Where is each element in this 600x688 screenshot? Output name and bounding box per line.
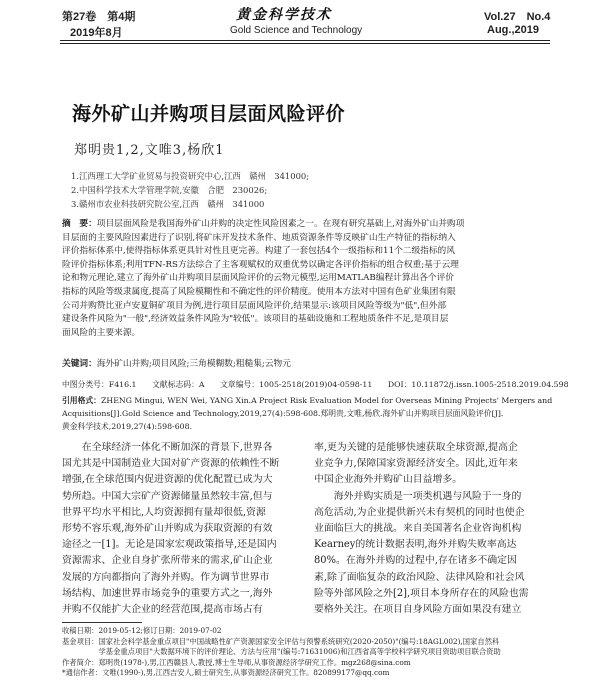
abstract	[62, 218, 550, 340]
citation	[62, 395, 552, 406]
date-cn: 2019年8月	[70, 27, 123, 39]
abstract-line: 公司并购赞比亚卢安夏铜矿项目为例,进行项目层面风险评价,结果显示:该项目风险等级为"低",但外部	[62, 300, 447, 311]
citation-line: ZHENG Mingui, WEN Wei, YANG Xin.A Project Risk Evaluation Model for Overseas Mining Projects' Mergers and	[100, 396, 553, 405]
affiliation-2: 2.中国科学技术大学管理学院,安徽 合肥 230026;	[71, 185, 268, 195]
article-title: 海外矿山并购项目层面风险评价	[72, 103, 346, 125]
abstract-label: 摘 要：	[62, 219, 97, 229]
body-line: 业竞争力,保障国家资源经济安全。因此,近年来	[314, 458, 518, 470]
volume-issue-cn: 第27卷 第4期	[62, 11, 136, 23]
abstract-line: 评价指标体系中,使得指标体系更具针对性且更完善。构建了一套包括4个一级指标和11个二级指标的风	[62, 246, 455, 257]
abstract-line: 建设条件风险为"一般",经济效益条件风险为"较低"。该项目的基础设施和工程地质条件不足,是项目层	[62, 314, 449, 325]
keywords-text: 海外矿山并购;项目风险;三角模糊数;粗糙集;云物元	[96, 359, 291, 369]
journal-title-cn: 黄金科学技术	[236, 7, 332, 23]
body-line: Kearney的统计数据表明,海外并购失败率高达	[314, 539, 517, 551]
body-line: 资源需求、企业自身扩张所带来的需求,矿山企业	[62, 555, 273, 567]
footnote-received: 收稿日期：2019-05-12;修订日期：2019-07-02	[62, 626, 222, 635]
footnote-funding-cont: 学基金重点项目"大数据环境下的评价理论、方法与应用"(编号:71631006)和江西省高等学校科学研究项目资助项目联合资助	[62, 647, 501, 657]
classification-line: 中图分类号：F416.1 文献标志码：A 文章编号：1005-2518(2019)04-0598-11 DOI：10.11872/j.issn.1005-2518.2019.04.598	[62, 380, 569, 389]
body-right-column	[314, 440, 554, 618]
body-line: 场结构、加速世界市场竞争的重要方式之一,海外	[62, 587, 273, 599]
footnote-corresponding: *通信作者：文唯(1990-),男,江西吉安人,硕士研究生,从事资源经济研究工作。820899177@qq.com	[62, 668, 390, 678]
abstract-line: 面风险的主要来源。	[62, 327, 141, 338]
affiliation-1: 1.江西理工大学矿业贸易与投资研究中心,江西 赣州 341000;	[71, 171, 310, 181]
body-line: 在全球经济一体化不断加深的背景下,世界各	[62, 442, 273, 453]
header-rule	[60, 40, 550, 41]
affiliation-3: 3.赣州市农业科技研究院公室,江西 赣州 341000	[71, 199, 265, 209]
abstract-line: 论和物元理论,建立了海外矿山并购项目层面风险评价的云物元模型,运用MATLAB编程计算出各个评价	[62, 273, 454, 284]
footnotes	[62, 626, 501, 679]
citation-label: 引用格式：	[62, 396, 101, 405]
footnote-author-bio: 作者简介：郑明贵(1978-),男,江西赣县人,教授,博士生导师,从事资源经济学研究工作。mgz268@sina.com	[62, 657, 411, 667]
body-line: 险等外部风险之外[2],项目本身所存在的风险也需	[314, 587, 529, 599]
article-authors: 郑明贵1,2,文唯3,杨欣1	[74, 143, 225, 158]
body-line: 要格外关注。在项目自身风险方面如果没有建立	[314, 604, 522, 616]
volume-issue-en: Vol.27 No.4	[484, 11, 551, 23]
abstract-line: 目层面的主要风险因素进行了识别,将矿床开发技术条件、地质资源条件等反映矿山生产特征的指标纳入	[62, 232, 456, 243]
body-line: 形势不容乐观,海外矿山并购成为获取资源的有效	[62, 523, 273, 535]
citation-line: 黄金科学技术,2019,27(4):598-608.	[62, 422, 193, 431]
abstract-line: 项目层面风险是我国海外矿山并购的决定性风险因素之一。在现有研究基础上,对海外矿山并购项	[96, 219, 465, 229]
body-line: 素,除了面临复杂的政治风险、法律风险和社会风	[314, 571, 525, 583]
keywords-label: 关键词：	[62, 359, 97, 369]
body-line: 途径之一[1]。无论是国家宏观政策指导,还是国内	[62, 539, 277, 551]
body-line: 国尤其是中国制造业大国对矿产资源的依赖性不断	[62, 458, 280, 470]
body-line: 率,更为关键的是能够快速获取全球资源,提高企	[314, 442, 518, 453]
abstract-line: 指标的风险等级隶属度,提高了风险模糊性和不确定性的评价精度。使用本方法对中国有色矿业集团有限	[62, 286, 456, 297]
footnote-rule	[62, 622, 142, 623]
body-line: 业面临巨大的挑战。来自美国著名企业咨询机构	[314, 523, 522, 535]
citation-line: Acquisitions[J].Gold Science and Technology,2019,27(4):598-608.郑明贵,文唯,杨欣.海外矿山并购项目层面风险评价[J].	[62, 409, 504, 418]
body-left-column	[62, 440, 302, 618]
body-line: 海外并购实质是一项类机遇与风险于一身的	[314, 490, 522, 502]
body-line: 中国企业海外并购矿山目益增多。	[314, 474, 463, 486]
body-line: 并购不仅能扩大企业的经营范围,提高市场占有	[62, 604, 263, 616]
date-en: Aug.,2019	[487, 24, 539, 36]
abstract-line: 险评价指标体系;利用TFN-RS方法综合了主客观赋权的双重优势以确定各评价指标的组合权重;基于云理	[62, 259, 459, 270]
journal-title-en: Gold Science and Technology	[230, 25, 363, 36]
body-line: 势所趋。中国大宗矿产资源储量虽然较丰富,但与	[62, 490, 273, 502]
body-line: 增强,在全球范围内促进资源的优化配置已成为大	[62, 474, 273, 486]
header-rule-2	[60, 43, 550, 44]
body-line: 发展的方向都指向了海外并购。作为调节世界市	[62, 571, 270, 583]
body-line: 高危活动,为企业提供新兴未有契机的同时也使企	[314, 506, 525, 518]
keywords	[62, 357, 291, 369]
footnote-funding: 基金项目：国家社会科学基金重点项目"中国战略性矿产资源国家安全评估与预警系统研究(2020-2050)"(编号:18AGL002),国家自然科	[62, 636, 500, 646]
body-line: 世界平均水平相比,人均资源拥有量却很低,资源	[62, 506, 266, 518]
body-line: 80%。在海外并购的过程中,存在诸多不确定因	[314, 555, 517, 567]
